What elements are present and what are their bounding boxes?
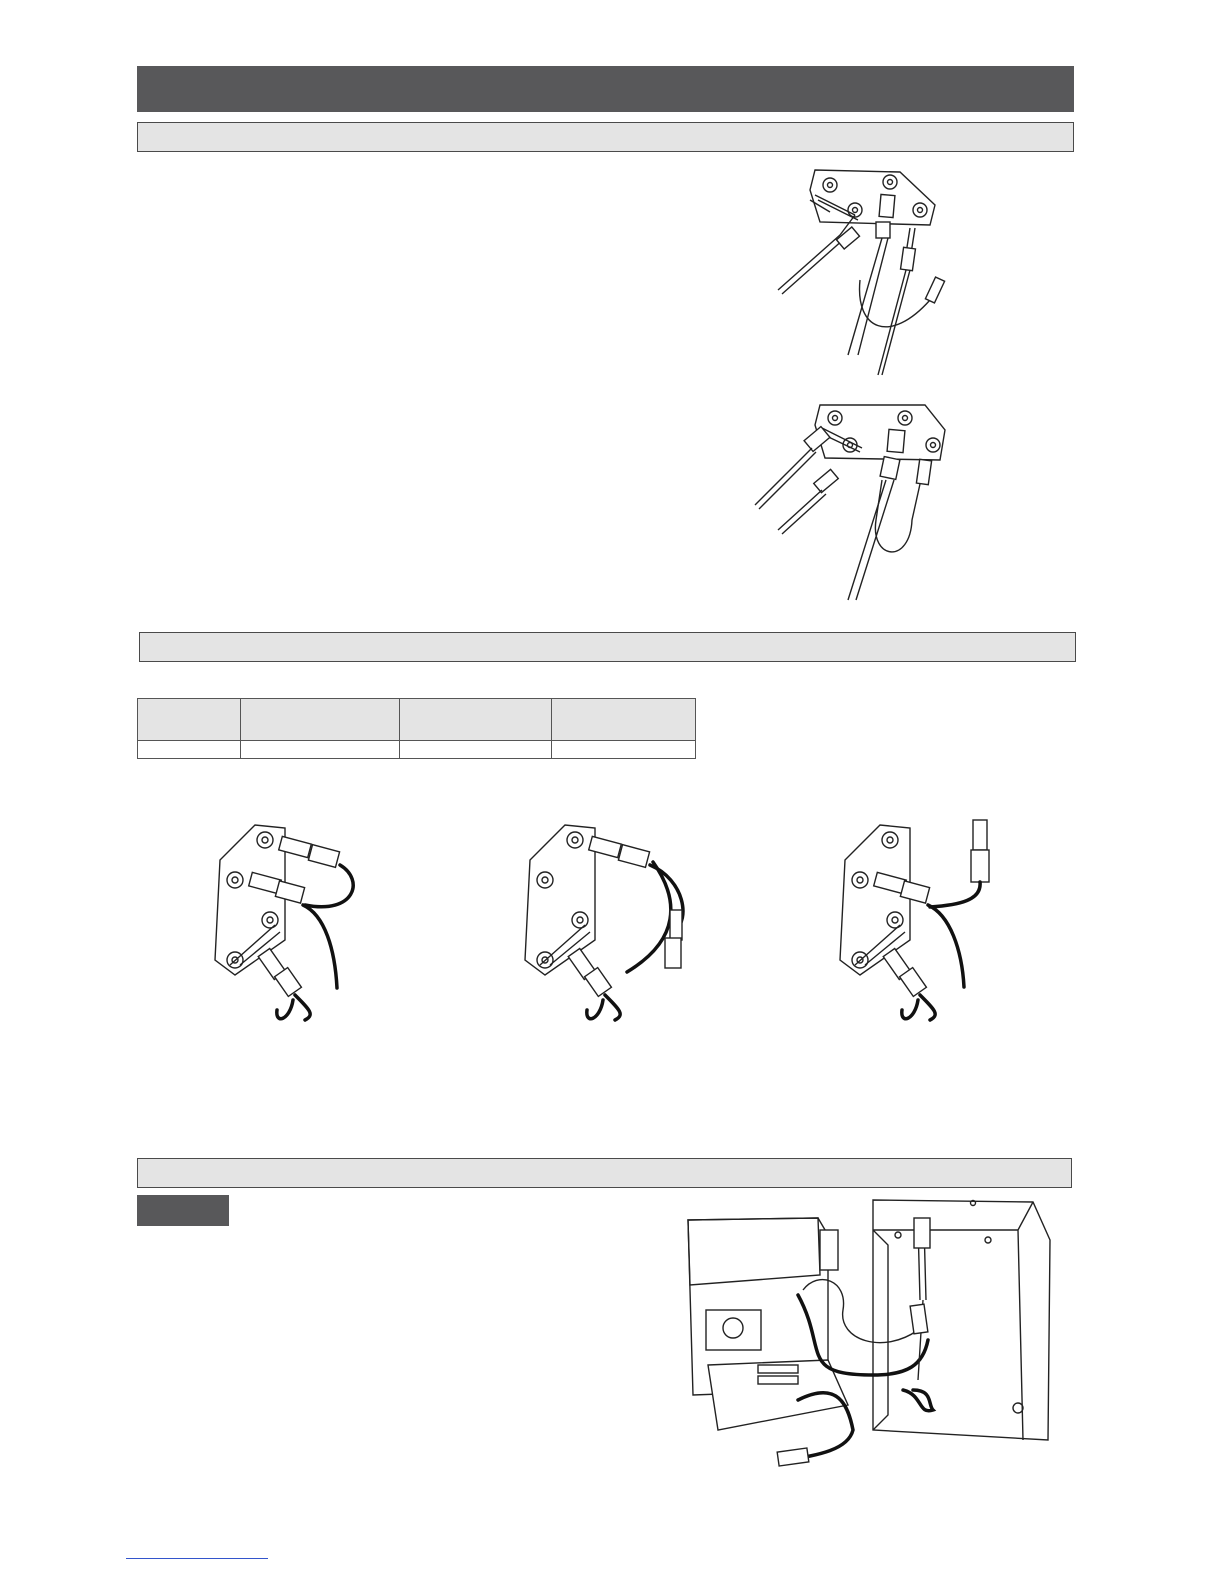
section-heading-3: [137, 1158, 1072, 1188]
table-cell: [400, 741, 552, 759]
control-box-wiring-illustration: [678, 1190, 1063, 1475]
terminal-board-wiring-a: [760, 160, 960, 380]
table-row: [138, 741, 696, 759]
table-header-cell: [138, 699, 241, 741]
table-cell: [138, 741, 241, 759]
table-header-cell: [400, 699, 552, 741]
section-heading-1: [137, 122, 1074, 152]
terminal-plate-config-2: [515, 820, 700, 1030]
table-cell: [552, 741, 696, 759]
table-header-cell: [552, 699, 696, 741]
note-label-tab: [137, 1195, 229, 1226]
section-heading-2: [139, 632, 1076, 662]
terminal-plate-config-1: [205, 820, 370, 1030]
page-title-bar: [137, 66, 1074, 112]
terminal-plate-config-3: [830, 815, 1015, 1030]
terminal-board-wiring-b: [750, 400, 960, 610]
table-header-row: [138, 699, 696, 741]
spec-table: [137, 698, 696, 759]
table-header-cell: [241, 699, 400, 741]
footer-link[interactable]: [126, 1558, 268, 1559]
table-cell: [241, 741, 400, 759]
